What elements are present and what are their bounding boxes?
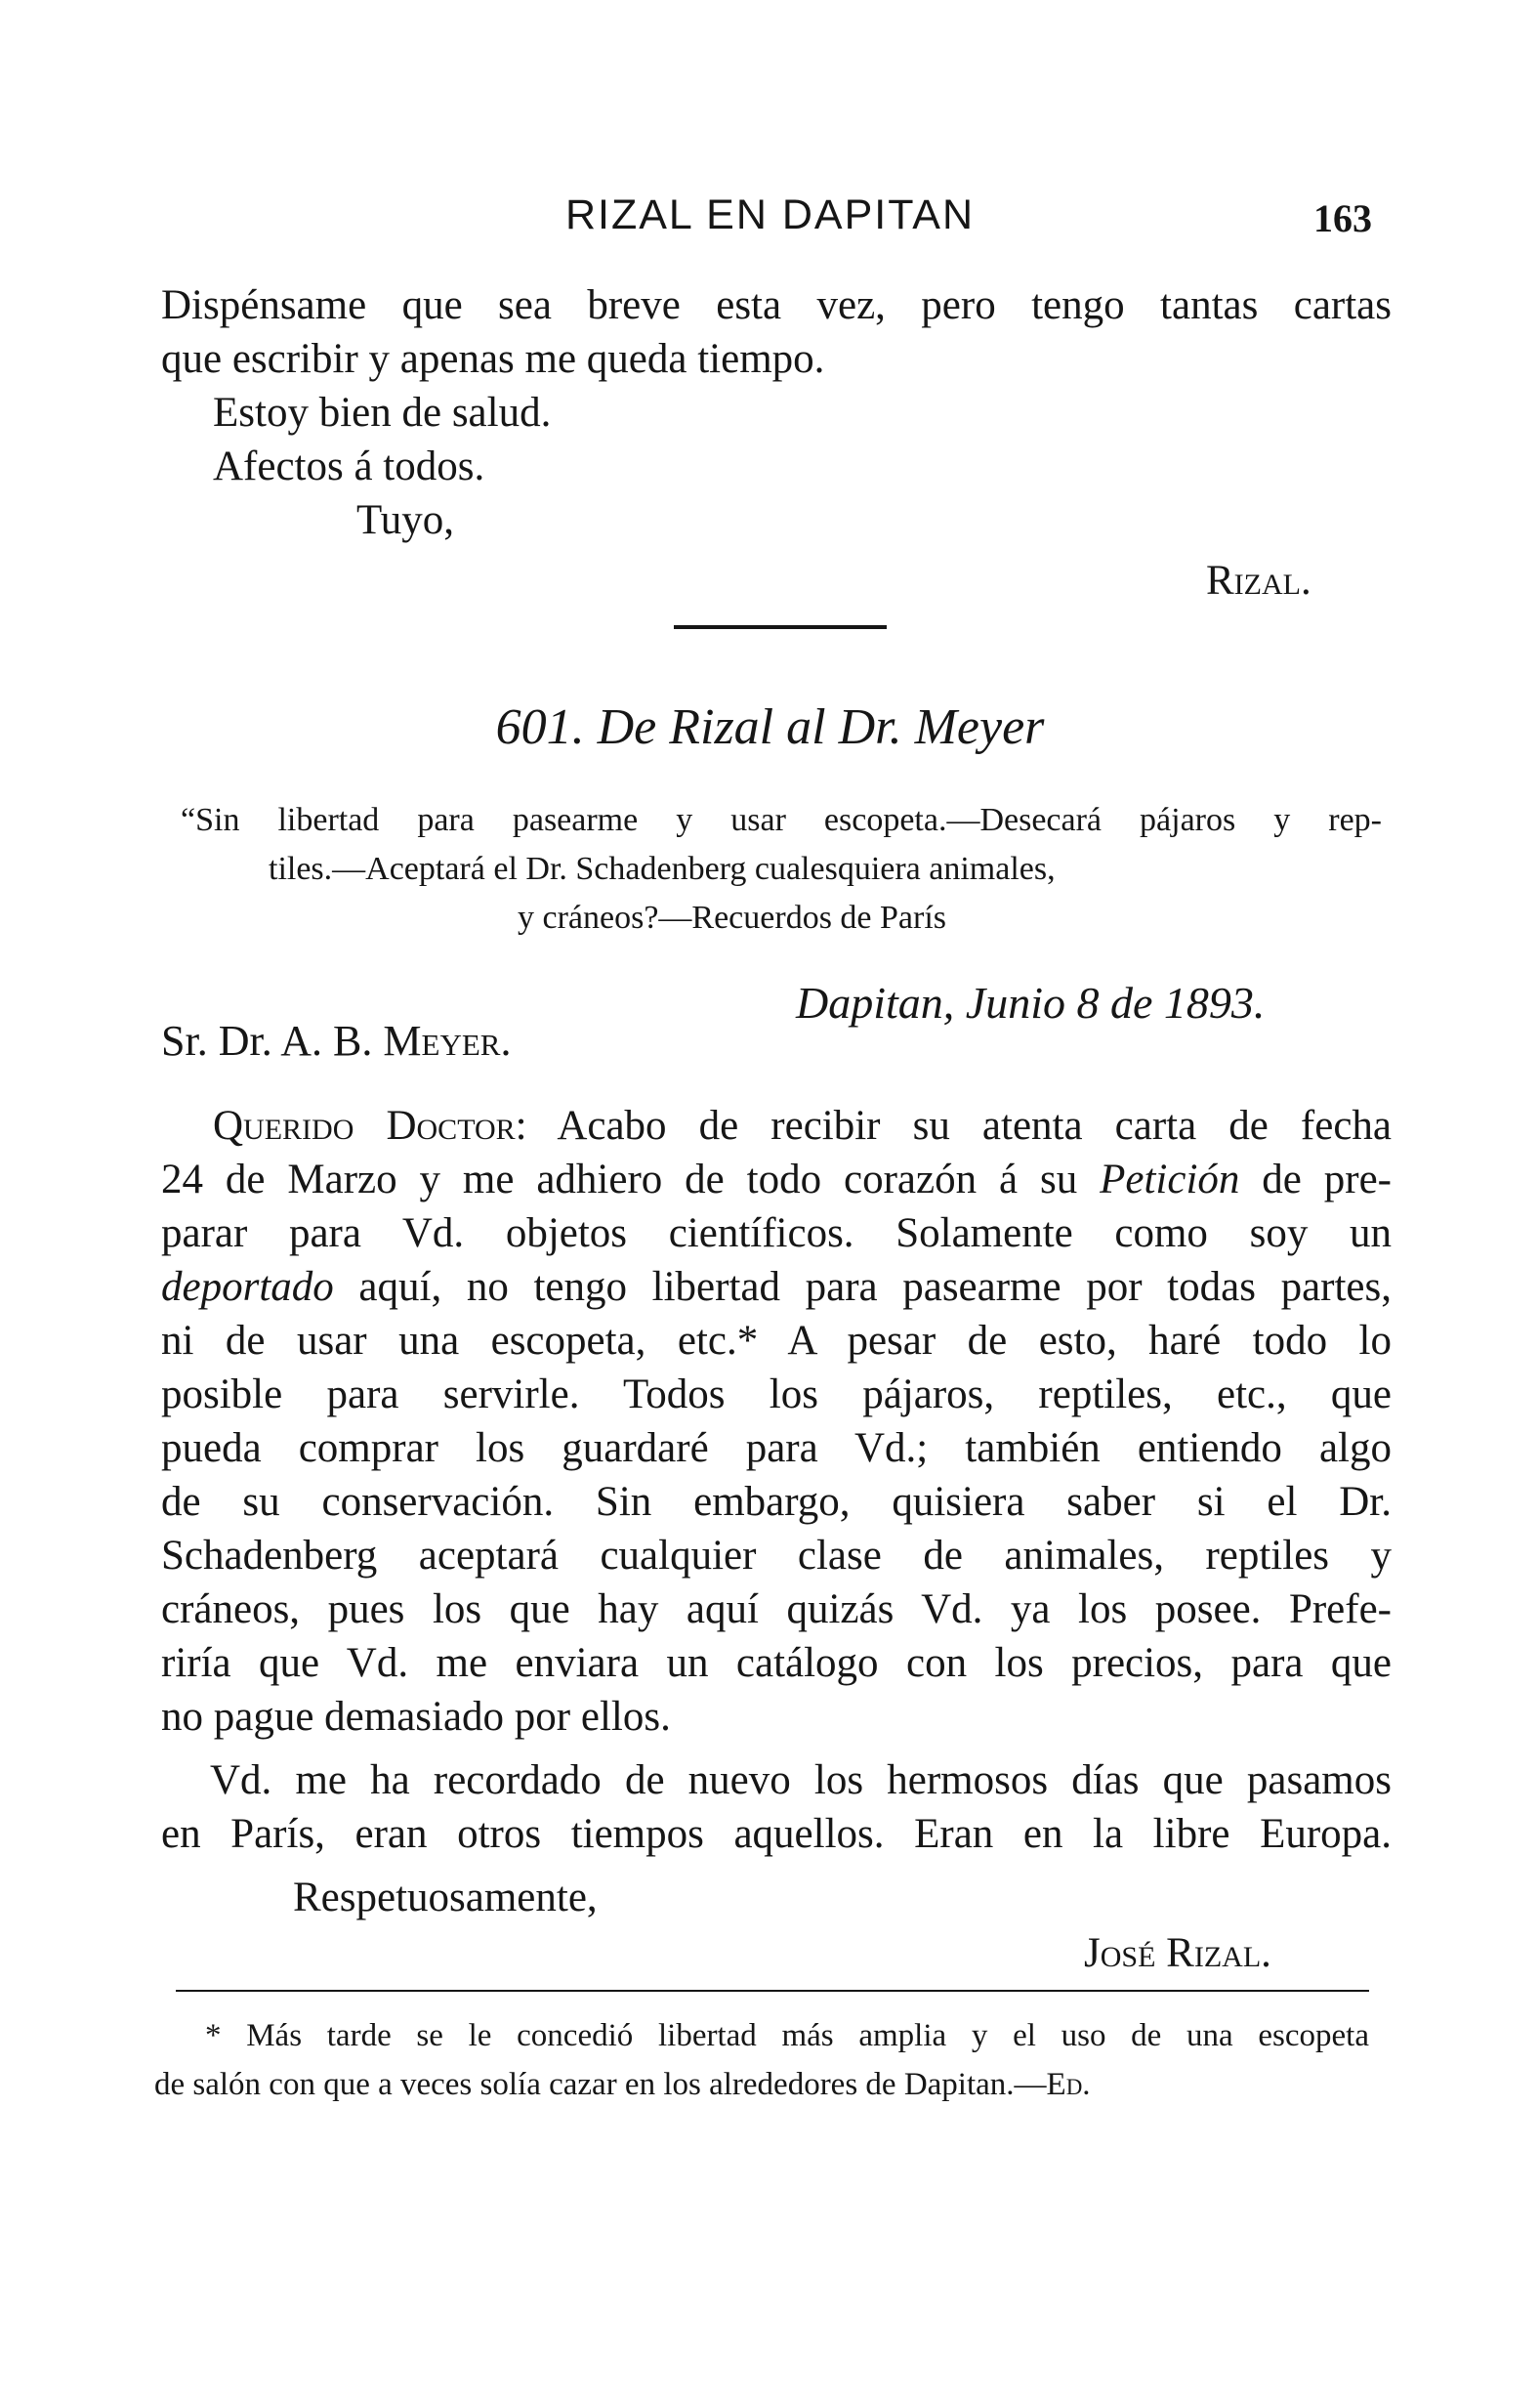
footnote-line-1: * Más tarde se le concedió libertad más amplia y el uso de una escopeta xyxy=(205,2018,1369,2053)
footnote-rule xyxy=(176,1990,1369,1992)
peticion-italic: Petición xyxy=(1100,1157,1240,1202)
body-p2-line-1: Vd. me ha recordado de nuevo los hermosos días que pasamos xyxy=(210,1757,1392,1803)
body-line-11: riría que Vd. me enviara un catálogo con los precios, para que xyxy=(161,1640,1392,1686)
letter-heading xyxy=(0,698,1540,756)
body-line-12: no pague demasiado por ellos. xyxy=(161,1694,671,1740)
body-line-7: pueda comprar los guardaré para Vd.; también entiendo algo xyxy=(161,1425,1392,1471)
body-line-1 xyxy=(161,1099,1392,1153)
summary-line-2: tiles.—Aceptará el Dr. Schadenberg cualesquiera animales, xyxy=(269,851,1056,887)
body-p2-line-2: en París, eran otros tiempos aquellos. Eran en la libre Europa. xyxy=(161,1811,1392,1857)
recipient-name: Meyer. xyxy=(383,1017,512,1065)
body-line-6: posible para servirle. Todos los pájaros, reptiles, etc., que xyxy=(161,1371,1392,1417)
summary-line-1: “Sin libertad para pasearme y usar escopeta.—Desecará pájaros y rep- xyxy=(181,802,1382,838)
summary-line-3: y cráneos?—Recuerdos de París xyxy=(518,900,947,936)
body-line-9: Schadenberg aceptará cualquier clase de animales, reptiles y xyxy=(161,1533,1392,1579)
recipient xyxy=(161,1016,511,1066)
body-line-3: parar para Vd. objetos científicos. Solamente como soy un xyxy=(161,1210,1392,1256)
recipient-prefix: Sr. Dr. A. B. xyxy=(161,1017,373,1065)
signature: José Rizal. xyxy=(1084,1930,1271,1976)
letter-number: 601. xyxy=(495,699,585,755)
dateline: Dapitan, Junio 8 de 1893. xyxy=(796,978,1266,1028)
prev-letter-line-2: que escribir y apenas me queda tiempo. xyxy=(161,336,825,382)
section-divider xyxy=(674,625,887,629)
salutation: Querido Doctor xyxy=(213,1103,516,1149)
body-line-5: ni de usar una escopeta, etc.* A pesar de esto, haré todo lo xyxy=(161,1318,1392,1364)
body-line-2-text: 24 de Marzo y me adhiero de todo corazón á su xyxy=(161,1157,1078,1202)
prev-letter-closing: Tuyo, xyxy=(356,497,455,543)
footnote-line-2 xyxy=(154,2061,1091,2108)
body-line-2-end: de pre- xyxy=(1262,1157,1393,1202)
deportado-italic: deportado xyxy=(161,1264,334,1310)
body-line-1-text: : Acabo de recibir su atenta carta de fecha xyxy=(515,1103,1393,1149)
footnote-line-2-text: de salón con que a veces solía cazar en los alrededores de Dapitan.— xyxy=(154,2067,1047,2102)
prev-letter-line-4: Afectos á todos. xyxy=(213,443,485,489)
body-line-8: de su conservación. Sin embargo, quisiera saber si el Dr. xyxy=(161,1479,1392,1525)
body-line-4-text: aquí, no tengo libertad para pasearme por todas partes, xyxy=(358,1264,1393,1310)
body-line-10: cráneos, pues los que hay aquí quizás Vd. ya los posee. Prefe- xyxy=(161,1586,1392,1632)
body-line-2 xyxy=(161,1153,1392,1206)
prev-letter-signature: Rizal. xyxy=(1206,558,1311,604)
closing: Respetuosamente, xyxy=(293,1875,598,1920)
prev-letter-line-3: Estoy bien de salud. xyxy=(213,390,552,436)
editor-mark: Ed. xyxy=(1046,2067,1091,2102)
body-line-4 xyxy=(161,1260,1392,1314)
running-header: RIZAL EN DAPITAN xyxy=(564,191,976,238)
prev-letter-line-1: Dispénsame que sea breve esta vez, pero tengo tantas cartas xyxy=(161,282,1392,328)
letter-title: De Rizal al Dr. Meyer xyxy=(597,699,1045,755)
page-number: 163 xyxy=(1313,196,1372,240)
